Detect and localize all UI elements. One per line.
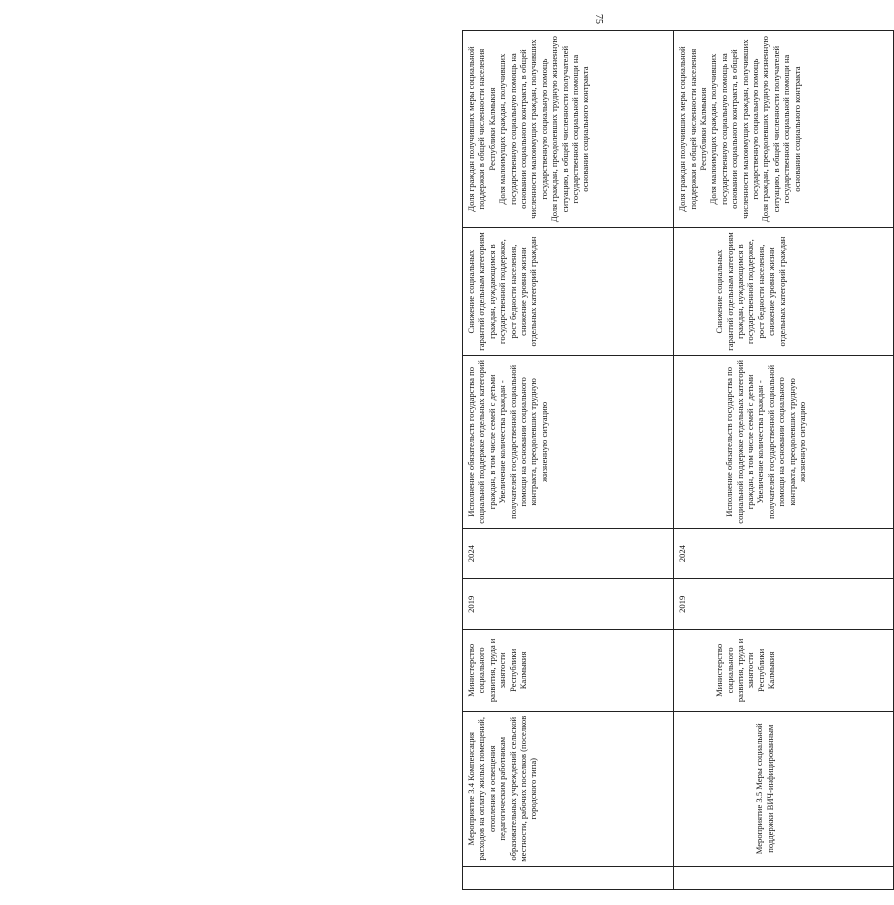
activity-cell: [463, 711, 674, 866]
row-number-cell: [674, 866, 894, 889]
activity-text: Мероприятие 3.4 Компенсация расходов на оплату жилых помещений, отопления и освещения педагогическим работникам образовательных учреждений сельской местности, рабочих поселков (поселков городского типа): [466, 715, 539, 862]
table-row: [674, 31, 894, 890]
indicators-cell: [463, 31, 674, 228]
indicator-text: Доля граждан, преодолевших трудную жизненную ситуацию, в общей численности получателей государственной социальной помощи на основании социального контракта: [549, 36, 591, 223]
indicator-text: Доля граждан получивших меры социальной поддержки в общей численности населения Республики Калмыкия: [466, 46, 497, 212]
program-activities-table: [462, 30, 894, 890]
indicator-text: Доля малоимущих граждан, получивших государственную социальную помощь на основании социального контракта, в общей численности малоимущих граждан, получивших государственную социальную помощь: [708, 39, 761, 219]
results-cell: [674, 355, 894, 528]
indicator-text: Доля граждан, преодолевших трудную жизненную ситуацию, в общей численности получателей государственной социальной помощи на основании социального контракта: [760, 36, 802, 223]
row-number-cell: [463, 866, 674, 889]
activity-cell: [674, 711, 894, 866]
consequences-cell: [463, 228, 674, 356]
rotated-table-sheet: [462, 30, 894, 890]
table-row: [463, 31, 674, 890]
consequences-cell: [674, 228, 894, 356]
consequences-text: Снижение социальных гарантий отдельным категориям граждан, нуждающимся в государственной поддержке, рост бедности населения, снижение уровня жизни отдельных категорий граждан: [466, 232, 539, 351]
result-text: Исполнение обязательств государства по социальной поддержке отдельных категорий граждан, в том числе семей с детьми: [724, 359, 755, 524]
result-text: Увеличение количества граждан - получателей государственной социальной помощи на основании социального контракта, преодолевших трудную жизненную ситуацию: [755, 364, 808, 519]
result-text: Увеличение количества граждан - получателей государственной социальной помощи на основании социального контракта, преодолевших трудную жизненную ситуацию: [497, 364, 549, 519]
year-end-cell: 2024: [463, 528, 674, 579]
indicator-text: Доля граждан получивших меры социальной поддержки в общей численности населения Республики Калмыкия: [677, 46, 708, 212]
results-cell: [463, 355, 674, 528]
indicators-cell: [674, 31, 894, 228]
year-start-cell: 2019: [674, 579, 894, 630]
year-end-cell: 2024: [674, 528, 894, 579]
consequences-text: Снижение социальных гарантий отдельным категориям граждан, нуждающимся в государственной поддержке, рост бедности населения, снижение уровня жизни отдельных категорий граждан: [714, 232, 787, 351]
indicator-text: Доля малоимущих граждан, получивших государственную социальную помощь на основании социального контракта, в общей численности малоимущих граждан, получивших государственную социальную помощь: [497, 39, 549, 219]
executor-cell: [463, 630, 674, 711]
executor-text: Министерство социального развития, труда и занятости Республики Калмыкия: [466, 638, 529, 703]
executor-cell: [674, 630, 894, 711]
page-number: 75: [593, 14, 604, 24]
executor-text: Министерство социального развития, труда и занятости Республики Калмыкия: [714, 638, 777, 703]
year-start-cell: 2019: [463, 579, 674, 630]
result-text: Исполнение обязательств государства по социальной поддержке отдельных категорий граждан, в том числе семей с детьми: [466, 359, 497, 524]
activity-text: Мероприятие 3.5 Меры социальной поддержки ВИЧ-инфицированным: [754, 723, 775, 855]
